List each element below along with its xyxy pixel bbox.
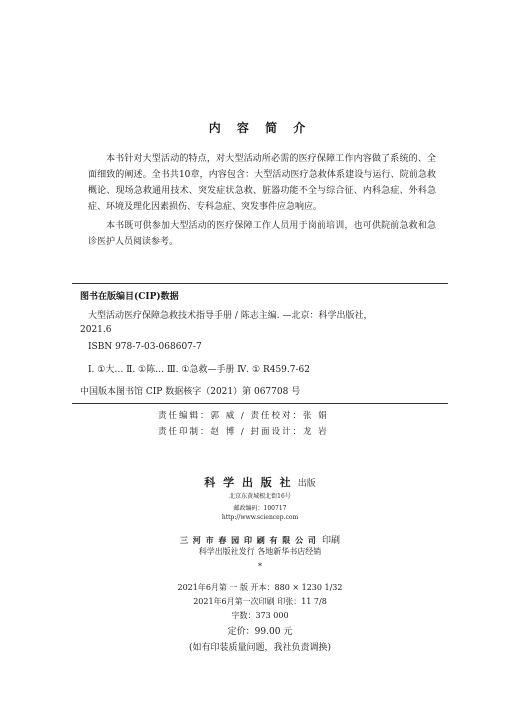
summary-title: 内 容 简 介 [208, 121, 312, 135]
price: 定价：99.00 元 [227, 627, 293, 637]
printing-line: 2021年6月第一次印刷 印张：11 7/8 [193, 597, 327, 606]
publisher-website: http://www.sciencep.com [221, 514, 299, 521]
cip-date-line: 2021.6 [80, 325, 112, 335]
cip-record: 中国版本图书馆 CIP 数据核字（2021）第 067708 号 [80, 387, 301, 397]
distribution-line: 科学出版社发行 各地新华书店经销 [198, 547, 322, 556]
separator-star: * [258, 562, 262, 571]
publisher-postcode: 邮政编码：100717 [233, 505, 287, 512]
divider [72, 283, 448, 284]
printer-suffix: 印刷 [321, 536, 340, 546]
cip-heading: 图书在版编目(CIP)数据 [80, 292, 179, 302]
summary-paragraph: 本书针对大型活动的特点，对大型活动所必需的医疗保障工作内容做了系统的、全面细致的阐述。全书共10章，内容包含：大型活动医疗急救体系建设与运行、院前急救概论、现场急救通用技术、突发症状急救、脏器功能不全与综合征、内科急症、外科急症、环境及理化因素损伤、专科急症、突发事件应急响应。 [88, 154, 436, 212]
publisher-address: 北京东黄城根北街16号 [229, 493, 291, 500]
staff-line: 责任印制：赵 博 / 封面设计：龙 岩 [158, 427, 329, 437]
cip-classification: Ⅰ. ①大… Ⅱ. ①陈… Ⅲ. ①急救—手册 Ⅳ. ① R459.7-62 [88, 365, 310, 375]
cip-isbn: ISBN 978-7-03-068607-7 [88, 342, 202, 352]
cip-title-line: 大型活动医疗保障急救技术指导手册 / 陈志主编. —北京：科学出版社， [88, 311, 373, 321]
quality-notice: (如有印装质量问题，我社负责调换) [188, 643, 332, 653]
printer-line [0, 528, 520, 547]
publisher-name: 科 学 出 版 社 [204, 476, 293, 489]
word-count: 字数：373 000 [231, 611, 289, 620]
divider [72, 403, 448, 404]
printer-name: 三 河 市 春 园 印 刷 有 限 公 司 [180, 535, 317, 545]
summary-paragraph: 本书既可供参加大型活动的医疗保障工作人员用于岗前培训，也可供院前急救和急诊医护人员阅读参考。 [88, 221, 436, 247]
edition-line: 2021年6月第 一 版 开本：880 × 1230 1/32 [177, 583, 343, 592]
publisher-suffix: 出版 [297, 479, 316, 489]
staff-line: 责任编辑：郭 威 / 责任校对：张 娟 [158, 411, 329, 421]
publisher-line [0, 471, 520, 490]
